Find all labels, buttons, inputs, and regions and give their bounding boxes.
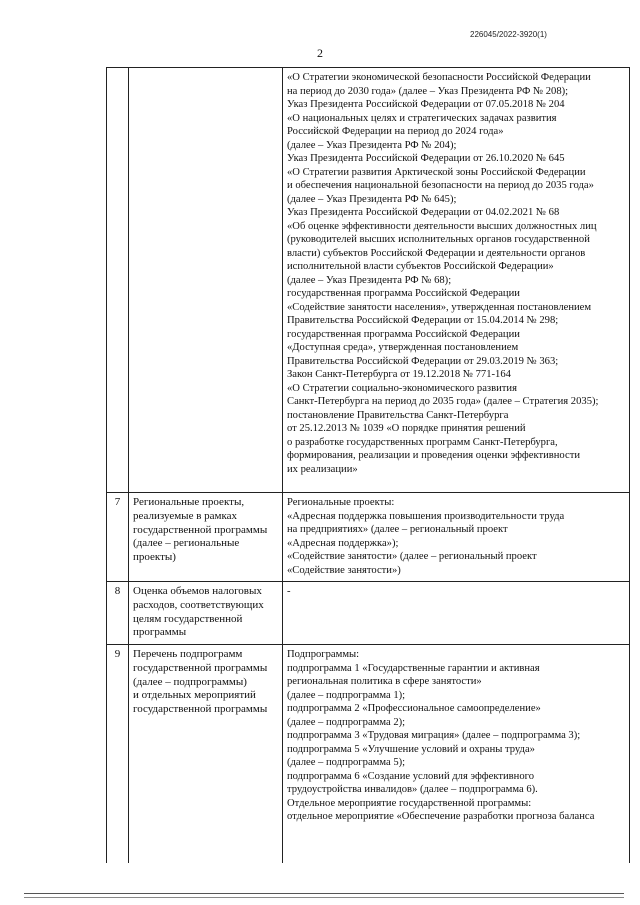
text-line: трудоустройства инвалидов» (далее – подпрограмма 6). <box>287 784 538 795</box>
text-line: Правительства Российской Федерации от 15.04.2014 № 298; <box>287 315 559 326</box>
text-line: государственной программы <box>133 523 268 536</box>
text-line: (руководителей высших исполнительных органов государственной <box>287 234 590 245</box>
text-line: их реализации» <box>287 463 358 475</box>
row-value <box>283 493 629 581</box>
row-number: 7 <box>107 493 129 581</box>
text-line: на предприятиях» (далее – региональный проект <box>287 524 508 535</box>
text-line: государственной программы <box>133 703 268 716</box>
text-line: исполнительной власти субъектов Российской Федерации» <box>287 261 554 272</box>
text-line: (далее – подпрограмма 5); <box>287 757 406 768</box>
text-line: постановление Правительства Санкт-Петербурга <box>287 409 509 421</box>
text-line: «Содействие занятости» (далее – региональный проект <box>287 551 537 562</box>
row-title <box>129 582 283 644</box>
table-row <box>106 493 630 582</box>
text-line: Российской Федерации на период до 2024 года» <box>287 126 504 137</box>
row-title <box>129 68 283 492</box>
text-line: «О национальных целях и стратегических задачах развития <box>287 112 557 124</box>
text-line: Региональные проекты: <box>287 497 395 508</box>
text-line: Подпрограммы: <box>287 649 360 660</box>
table-row <box>106 582 630 645</box>
text-line: о разработке государственных программ Санкт-Петербурга, <box>287 436 558 448</box>
text-line: «Об оценке эффективности деятельности высших должностных лиц <box>287 220 597 232</box>
text-line: отдельное мероприятие «Обеспечение разработки прогноза баланса <box>287 811 595 822</box>
row-number: 9 <box>107 645 129 863</box>
text-line: (далее – Указ Президента РФ № 645); <box>287 193 457 205</box>
table-row <box>106 68 630 493</box>
text-line: подпрограмма 3 «Трудовая миграция» (далее – подпрограмма 3); <box>287 730 581 741</box>
text-line: Указ Президента Российской Федерации от 04.02.2021 № 68 <box>287 207 560 218</box>
text-line: (далее – Указ Президента РФ № 204); <box>287 139 457 151</box>
text-line: реализуемые в рамках <box>133 509 238 522</box>
text-line: «О Стратегии социально-экономического развития <box>287 382 517 394</box>
text-line: подпрограмма 2 «Профессиональное самоопределение» <box>287 703 541 714</box>
passport-table <box>106 67 630 863</box>
text-line: от 25.12.2013 № 1039 «О порядке принятия решений <box>287 423 526 434</box>
text-line: «Содействие занятости населения», утвержденная постановлением <box>287 301 592 313</box>
text-line: Указ Президента Российской Федерации от 26.10.2020 № 645 <box>287 153 565 164</box>
text-line: государственная программа Российской Федерации <box>287 328 520 340</box>
text-line: программы <box>133 626 187 639</box>
row-value <box>283 68 629 492</box>
text-line: формирования, реализации и проведения оценки эффективности <box>287 450 580 461</box>
text-line: государственной программы <box>133 661 268 674</box>
text-line: на период до 2030 года» (далее – Указ Президента РФ № 208); <box>287 85 569 97</box>
text-line: (далее – подпрограммы) <box>133 675 247 688</box>
scan-edge-line <box>24 897 624 898</box>
text-line: «Доступная среда», утвержденная постановлением <box>287 342 519 353</box>
text-line: «О Стратегии экономической безопасности Российской Федерации <box>287 72 591 83</box>
row-value <box>283 645 629 863</box>
row-number <box>107 68 129 492</box>
text-line: и обеспечения национальной безопасности на период до 2035 года» <box>287 180 594 191</box>
text-line: региональная политика в сфере занятости» <box>287 676 482 687</box>
text-line: подпрограмма 1 «Государственные гарантии и активная <box>287 662 540 674</box>
text-line: Указ Президента Российской Федерации от 07.05.2018 № 204 <box>287 99 565 110</box>
table-row <box>106 645 630 863</box>
text-line: «Адресная поддержка»); <box>287 537 399 549</box>
text-line: «О Стратегии развития Арктической зоны Российской Федерации <box>287 166 586 178</box>
row-value <box>283 582 629 644</box>
text-line: Региональные проекты, <box>133 496 245 508</box>
row-title <box>129 493 283 581</box>
text-line: расходов, соответствующих <box>133 598 264 611</box>
text-line: Оценка объемов налоговых <box>133 585 262 597</box>
scan-edge-line <box>24 893 624 894</box>
text-line: Правительства Российской Федерации от 29.03.2019 № 363; <box>287 355 559 367</box>
row-title <box>129 645 283 863</box>
text-line: проекты) <box>133 551 176 564</box>
text-line: государственная программа Российской Федерации <box>287 288 520 299</box>
text-line: Отдельное мероприятие государственной программы: <box>287 797 532 809</box>
page-number: 2 <box>317 46 323 60</box>
row-number: 8 <box>107 582 129 644</box>
text-line: «Адресная поддержка повышения производительности труда <box>287 510 565 522</box>
document-number: 226045/2022-3920(1) <box>470 30 547 39</box>
text-line: Санкт-Петербурга на период до 2035 года» (далее – Стратегия 2035); <box>287 396 599 407</box>
text-line: - <box>287 586 291 597</box>
text-line: Перечень подпрограмм <box>133 648 243 660</box>
text-line: подпрограмма 6 «Создание условий для эффективного <box>287 770 534 782</box>
text-line: «Содействие занятости») <box>287 564 401 576</box>
text-line: подпрограмма 5 «Улучшение условий и охраны труда» <box>287 743 535 755</box>
text-line: Закон Санкт-Петербурга от 19.12.2018 № 771-164 <box>287 369 511 380</box>
text-line: (далее – региональные <box>133 537 240 550</box>
text-line: (далее – Указ Президента РФ № 68); <box>287 274 452 286</box>
text-line: власти) субъектов Российской Федерации и деятельности органов <box>287 247 586 259</box>
text-line: (далее – подпрограмма 1); <box>287 689 406 701</box>
text-line: целям государственной <box>133 612 243 625</box>
text-line: и отдельных мероприятий <box>133 689 256 702</box>
text-line: (далее – подпрограмма 2); <box>287 716 406 728</box>
